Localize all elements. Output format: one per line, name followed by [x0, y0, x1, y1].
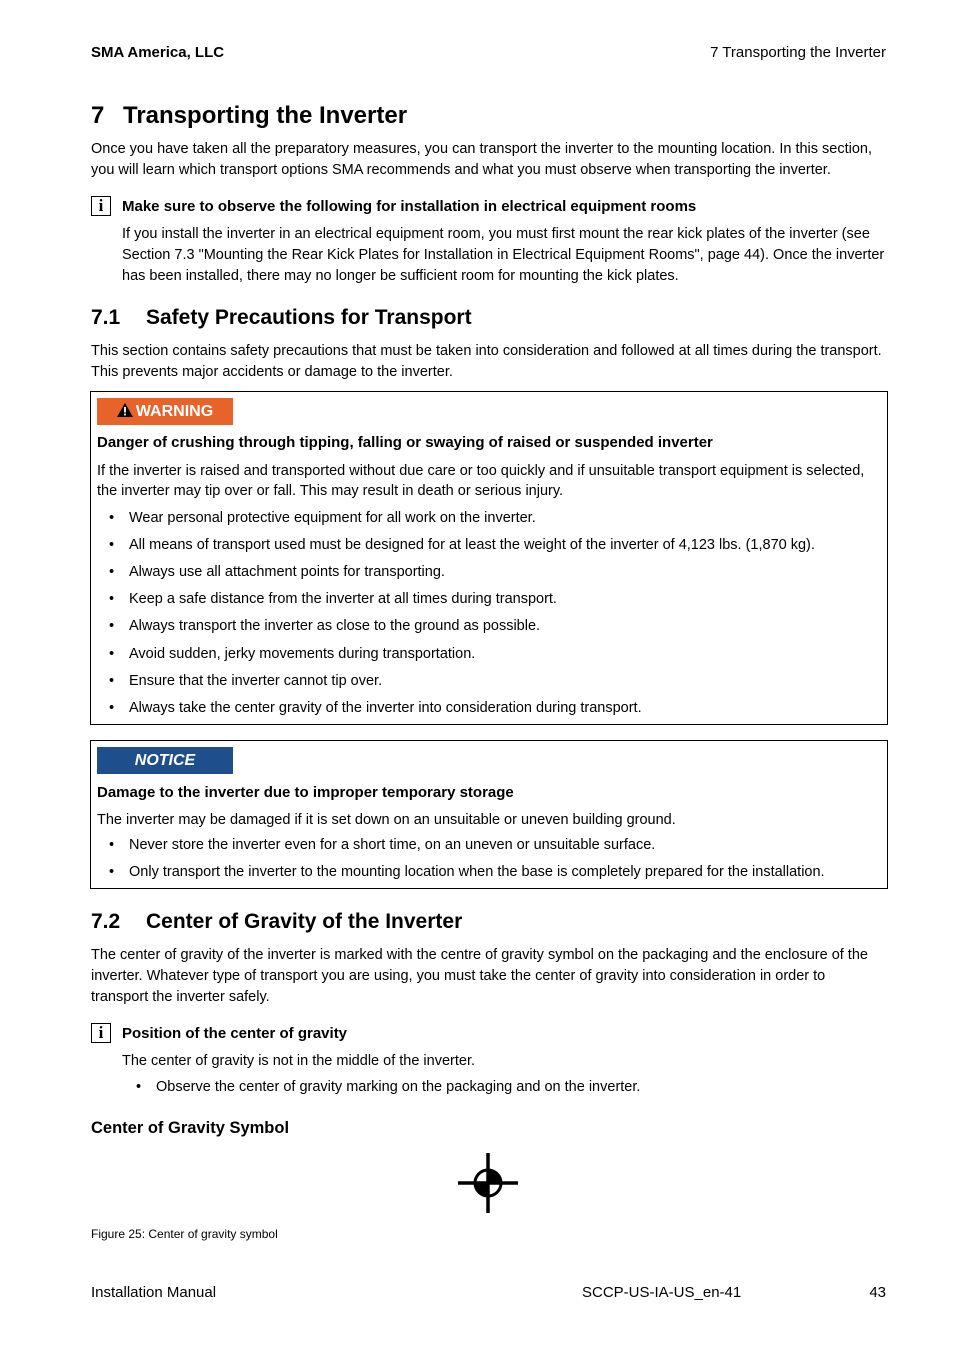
info-text: If you install the inverter in an electrical equipment room, you must first mount the rear kick plates of the inverter (see Section 7.3 "Mounting the Rear Kick Plates for Installation in Electrical Equipment Rooms", page 44). Once the inverter has been installed, there may no longer be sufficient room for mounting the kick plates. — [122, 226, 885, 284]
list-item: • Ensure that the inverter cannot tip over. — [109, 673, 382, 689]
warning-title: Danger of crushing through tipping, falling or swaying of raised or suspended inverter — [97, 434, 713, 451]
notice-box — [90, 740, 888, 889]
warning-triangle-icon — [117, 403, 133, 417]
figure-caption: Figure 25: Center of gravity symbol — [91, 1227, 278, 1241]
section-title: Center of Gravity of the Inverter — [146, 910, 463, 933]
header-company: SMA America, LLC — [91, 44, 225, 61]
section-title: Safety Precautions for Transport — [146, 306, 472, 329]
list-item: • Always use all attachment points for transporting. — [109, 564, 445, 580]
info-icon: i — [91, 196, 111, 216]
list-item: • Avoid sudden, jerky movements during transportation. — [109, 646, 475, 662]
section-number: 7.2 — [91, 910, 121, 933]
warning-label: WARNING — [135, 403, 214, 420]
list-item: • Keep a safe distance from the inverter at all times during transport. — [109, 591, 557, 607]
subheading: Center of Gravity Symbol — [91, 1119, 290, 1137]
notice-text: The inverter may be damaged if it is set down on an unsuitable or uneven building ground. — [97, 812, 676, 828]
section-7-1-intro: This section contains safety precautions that must be taken into consideration and followed at all times during the transport. This prevents major accidents or damage to the inverter. — [91, 343, 882, 380]
section-7-2-intro: The center of gravity of the inverter is marked with the centre of gravity symbol on the packaging and the enclosure of the inverter. Whatever type of transport you are using, you must take the center of gravity into consideration in order to transport the inverter safely. — [91, 947, 868, 1005]
section-number: 7.1 — [91, 306, 121, 329]
list-item: • Observe the center of gravity marking on the packaging and on the inverter. — [136, 1079, 640, 1095]
list-item: • Always transport the inverter as close to the ground as possible. — [109, 618, 540, 634]
notice-title: Damage to the inverter due to improper temporary storage — [97, 784, 514, 801]
center-of-gravity-icon — [457, 1152, 519, 1214]
footer-manual: Installation Manual — [91, 1284, 217, 1301]
list-item: • Wear personal protective equipment for all work on the inverter. — [109, 510, 536, 526]
notice-badge: NOTICE — [97, 747, 233, 774]
section-number: 7 — [91, 102, 105, 129]
warning-box — [90, 391, 888, 725]
info-icon: i — [91, 1023, 111, 1043]
list-item: • Always take the center gravity of the inverter into consideration during transport. — [109, 700, 642, 716]
section-7-1-heading — [91, 306, 472, 330]
list-item: • Only transport the inverter to the mounting location when the base is completely prepared for the installation. — [109, 864, 825, 880]
section-7-2-heading — [91, 910, 462, 934]
list-item: • Never store the inverter even for a short time, on an uneven or unsuitable surface. — [109, 837, 655, 853]
header-chapter: 7 Transporting the Inverter — [710, 44, 886, 61]
warning-badge — [97, 398, 233, 425]
section-7-heading — [91, 102, 407, 130]
info-text: The center of gravity is not in the middle of the inverter. — [122, 1053, 476, 1069]
list-item: • All means of transport used must be designed for at least the weight of the inverter of 4,123 lbs. (1,870 kg). — [109, 537, 815, 553]
footer-doc-id: SCCP-US-IA-US_en-41 — [582, 1284, 742, 1301]
info-title: Position of the center of gravity — [122, 1025, 348, 1042]
section-title: Transporting the Inverter — [123, 102, 408, 129]
warning-text: If the inverter is raised and transported without due care or too quickly and if unsuitable transport equipment is selected, the inverter may tip over or fall. This may result in death or serious injury. — [97, 463, 865, 499]
page-number: 43 — [869, 1284, 886, 1301]
section-7-intro: Once you have taken all the preparatory measures, you can transport the inverter to the mounting location. In this section, you will learn which transport options SMA recommends and what you must observe when transporting the inverter. — [91, 141, 873, 178]
info-title: Make sure to observe the following for installation in electrical equipment rooms — [122, 198, 697, 215]
